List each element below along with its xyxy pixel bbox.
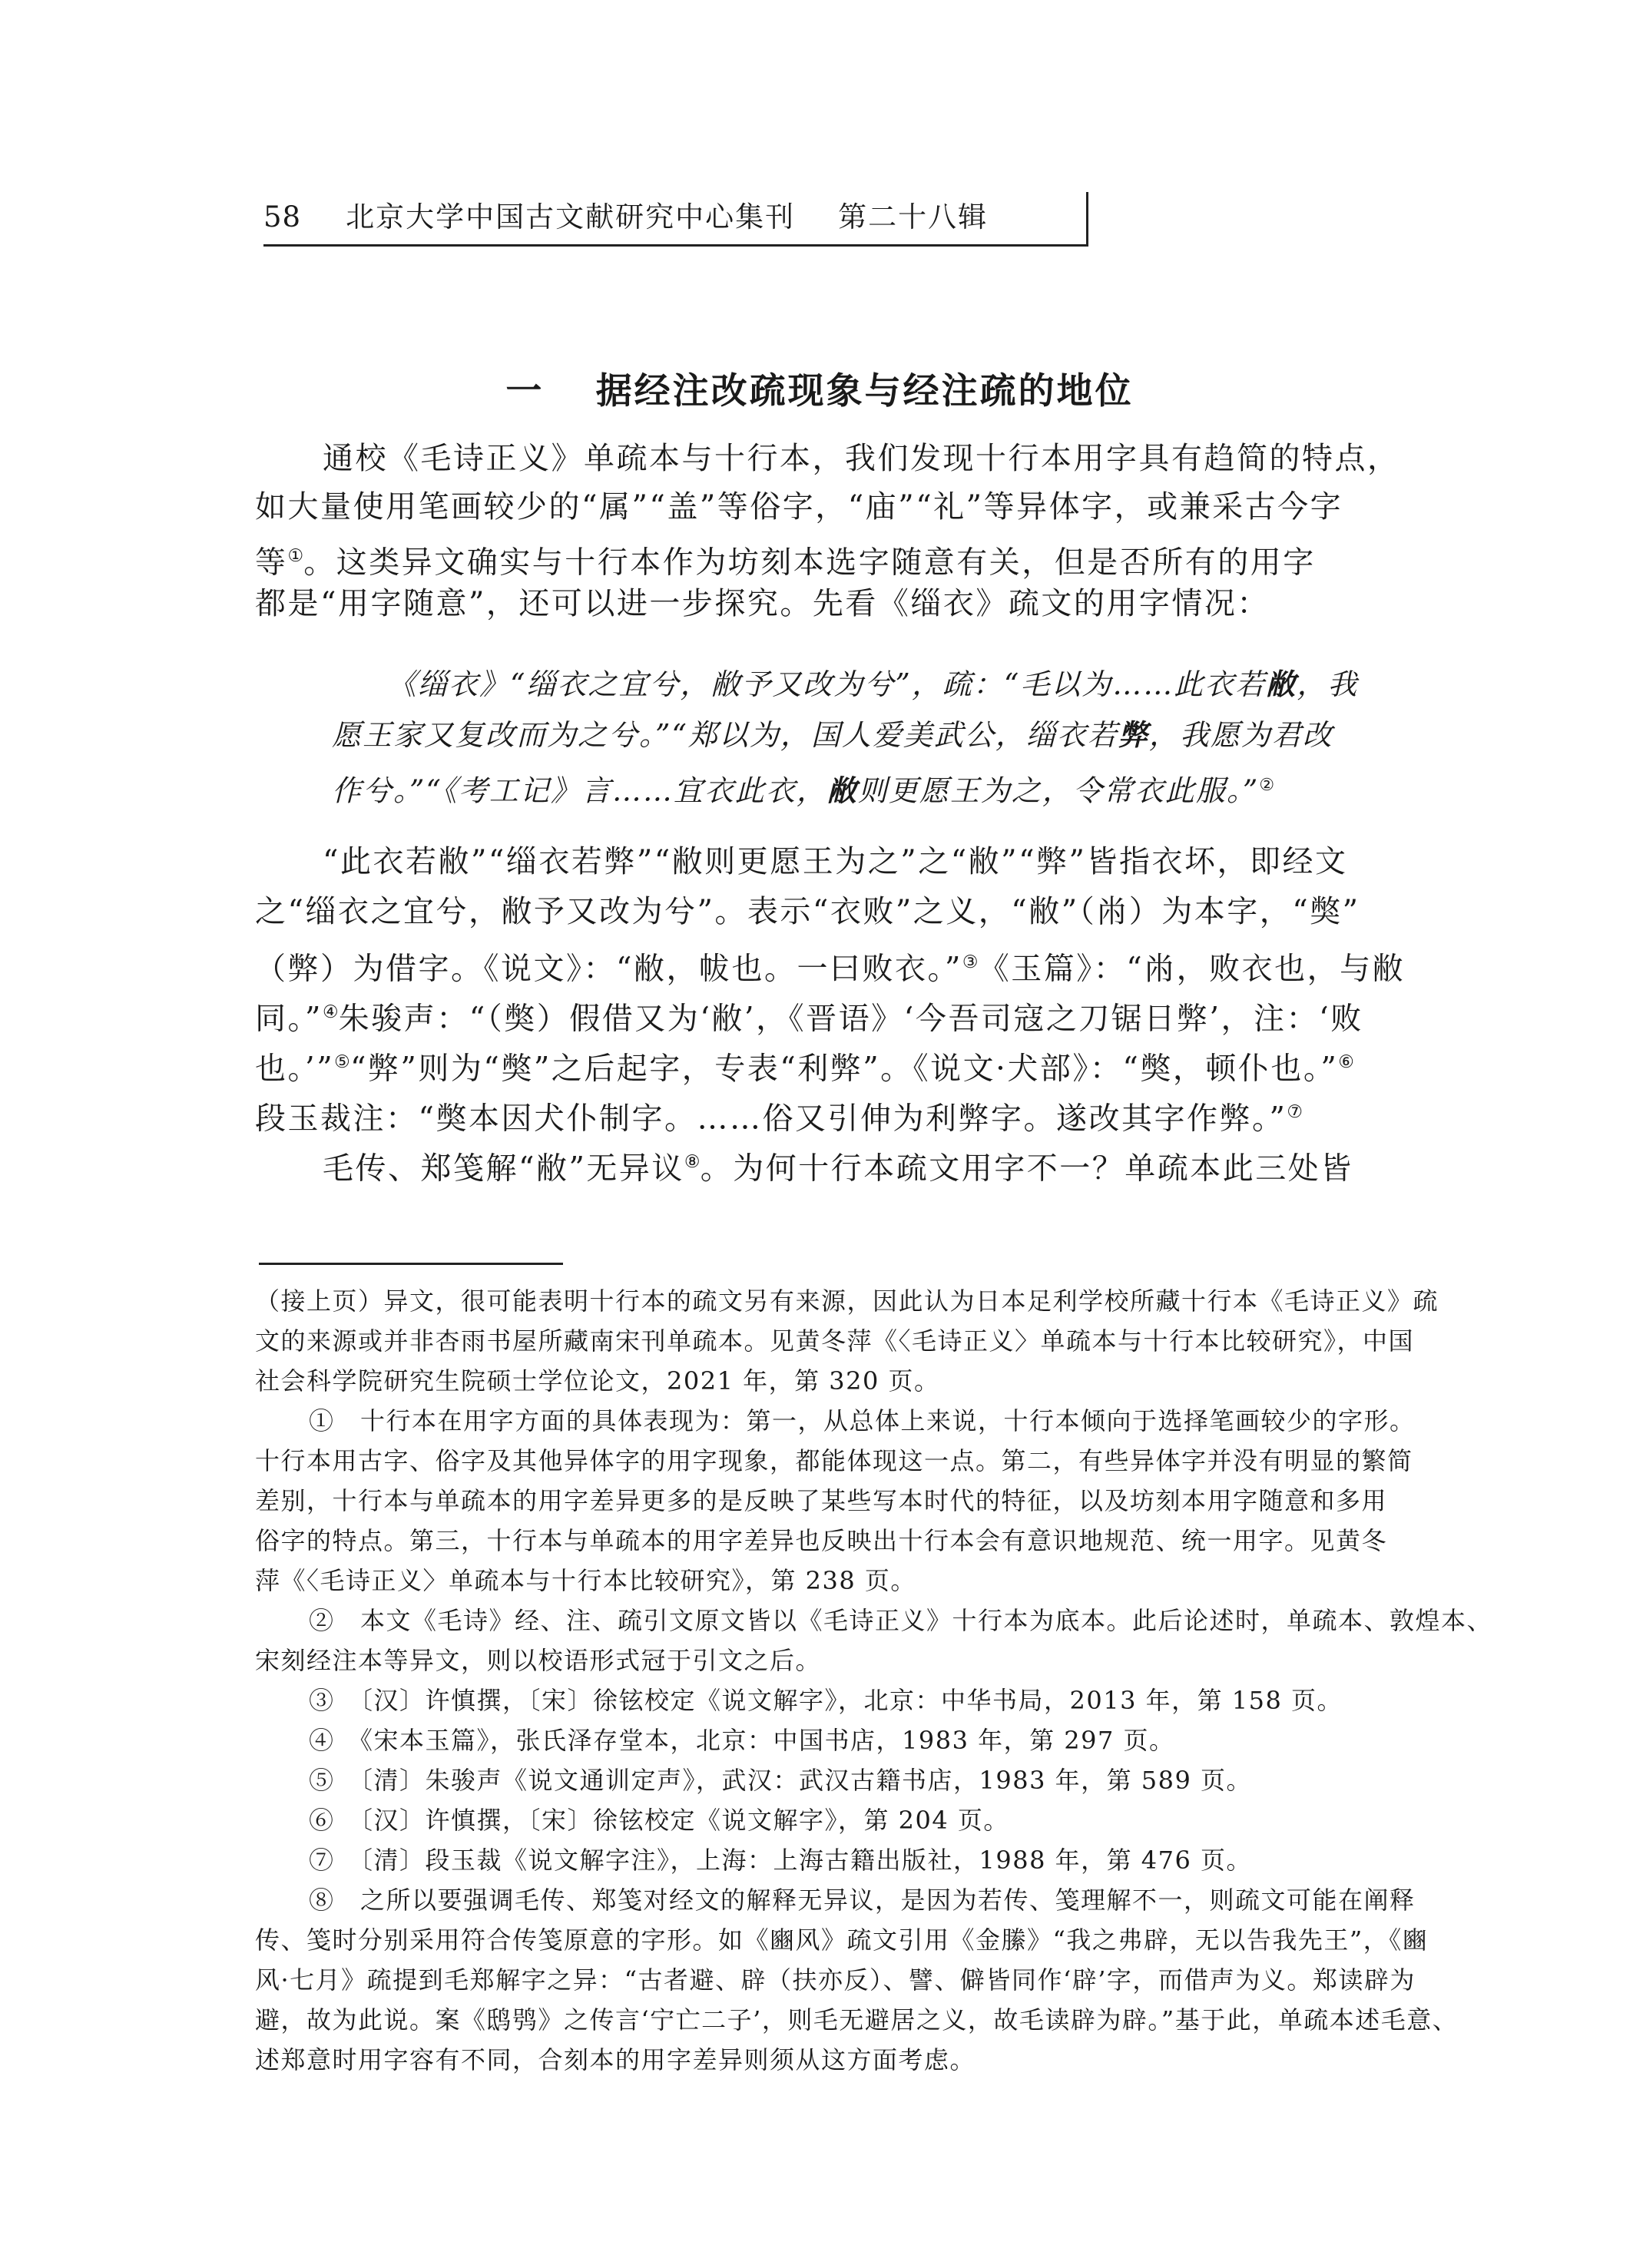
footnote-marker: ⑥ — [1338, 1051, 1355, 1072]
footnote-line: ⑤ 〔清〕朱骏声《说文通训定声》，武汉：武汉古籍书店，1983 年，第 589 页。 — [309, 1766, 1253, 1795]
footnote-line: 差别，十行本与单疏本的用字差异更多的是反映了某些写本时代的特征，以及坊刻本用字随意和多用 — [255, 1486, 1388, 1515]
footnote-line: 宋刻经注本等异文，则以校语形式冠于引文之后。 — [255, 1646, 822, 1675]
text-line — [255, 1137, 1407, 1187]
header-rule — [263, 244, 1088, 247]
body-text — [255, 435, 1407, 1187]
footnote-line: 十行本用古字、俗字及其他异体字的用字现象，都能体现这一点。第二，有些异体字并没有明显的繁简 — [255, 1446, 1413, 1475]
quote-line — [332, 659, 1407, 710]
footnote-line: 萍《〈毛诗正义〉单疏本与十行本比较研究》，第 238 页。 — [255, 1566, 916, 1595]
text-line — [255, 483, 1407, 531]
footnote-line: ⑥ 〔汉〕许慎撰，〔宋〕徐铉校定《说文解字》，第 204 页。 — [309, 1806, 1009, 1835]
footnote-marker: ② — [1259, 776, 1275, 795]
text-segment: 敝 — [826, 773, 858, 808]
footnote-marker: ③ — [962, 952, 979, 972]
footnote-line: 述郑意时用字容有不同，合刻本的用字差异则须从这方面考虑。 — [255, 2045, 976, 2074]
text-segment: 通校《毛诗正义》单疏本与十行本，我们发现十行本用字具有趋简的特点， — [323, 441, 1400, 476]
text-segment: 之“缁衣之宜兮，敝予又改为兮”。表示“衣败”之义，“敝”（㡀）为本字，“獘” — [255, 894, 1360, 929]
footnotes — [255, 1281, 1493, 2080]
text-segment: 朱骏声：“（獘）假借又为‘敝’，《晋语》‘今吾司寇之刀锯日弊’，注：‘败 — [338, 1001, 1363, 1037]
journal-issue: 第二十八辑 — [838, 200, 989, 233]
footnote-line: ① 十行本在用字方面的具体表现为：第一，从总体上来说，十行本倾向于选择笔画较少的字形。 — [309, 1406, 1416, 1435]
text-segment: 《玉篇》：“㡀，败衣也，与敝 — [978, 951, 1406, 987]
footnote-line: ③ 〔汉〕许慎撰，〔宋〕徐铉校定《说文解字》，北京：中华书局，2013 年，第 158 页。 — [309, 1686, 1343, 1715]
section-number: 一 — [505, 370, 545, 413]
text-segment: 《缁衣》“缁衣之宜兮，敝予又改为兮”，疏：“毛以为……此衣若 — [387, 667, 1267, 701]
footnote-separator — [259, 1263, 563, 1265]
footnote-marker: ⑤ — [334, 1051, 350, 1072]
text-segment: ，我愿为君改 — [1148, 718, 1333, 752]
block-quote — [255, 659, 1407, 811]
text-line — [255, 1037, 1407, 1087]
text-segment: “弊”则为“獘”之后起字，专表“利弊”。《说文·犬部》：“獘，顿仆也。” — [349, 1051, 1339, 1087]
text-segment: 愿王家又复改而为之兮。”“郑以为，国人爱美武公，缁衣若 — [332, 718, 1118, 752]
text-segment: 毛传、郑笺解“敝”无异议 — [323, 1151, 684, 1187]
text-segment: 作兮。”“《考工记》言……宜衣此衣， — [332, 773, 827, 808]
footnote-line: 文的来源或并非杏雨书屋所藏南宋刊单疏本。见黄冬萍《〈毛诗正义〉单疏本与十行本比较研究》，中国 — [255, 1326, 1415, 1356]
footnote-line: ④ 《宋本玉篇》，张氏泽存堂本，北京：中国书店，1983 年，第 297 页。 — [309, 1726, 1175, 1755]
running-head — [263, 194, 988, 235]
text-segment: 段玉裁注：“獘本因犬仆制字。……俗又引伸为利弊字。遂改其字作弊。” — [255, 1101, 1287, 1137]
header-vertical-bar — [1086, 192, 1088, 247]
text-line — [255, 1087, 1407, 1137]
text-segment: 则更愿王为之，令常衣此服。” — [857, 773, 1260, 808]
footnote-line: 传、笺时分别采用符合传笺原意的字形。如《豳风》疏文引用《金縢》“我之弗辟，无以告我先王”，《豳 — [255, 1925, 1429, 1955]
footnote-line: ⑦ 〔清〕段玉裁《说文解字注》，上海：上海古籍出版社，1988 年，第 476 页。 — [309, 1846, 1253, 1875]
text-segment: 同。” — [255, 1001, 323, 1037]
text-segment: ，我 — [1297, 667, 1359, 701]
paragraph-1 — [255, 435, 1407, 628]
text-segment: 。这类异文确实与十行本作为坊刻本选字随意有关，但是否所有的用字 — [303, 545, 1316, 581]
footnote-marker: ⑧ — [684, 1151, 701, 1172]
section-title: 据经注改疏现象与经注疏的地位 — [595, 370, 1134, 413]
text-line — [255, 987, 1407, 1037]
paragraph-3 — [255, 1137, 1407, 1187]
text-line — [255, 937, 1407, 987]
footnote-marker: ① — [287, 545, 304, 566]
text-segment: 如大量使用笔画较少的“属”“盖”等俗字，“庙”“礼”等异体字，或兼采古今字 — [255, 489, 1343, 525]
text-segment: 都是“用字随意”，还可以进一步探究。先看《缁衣》疏文的用字情况： — [255, 586, 1270, 621]
text-line — [255, 531, 1407, 580]
text-line — [255, 887, 1407, 937]
text-segment: 。为何十行本疏文用字不一？单疏本此三处皆 — [700, 1151, 1353, 1187]
footnote-line: ② 本文《毛诗》经、注、疏引文原文皆以《毛诗正义》十行本为底本。此后论述时，单疏本、敦煌本、 — [309, 1606, 1493, 1635]
quote-line — [332, 760, 1407, 811]
footnote-marker: ⑦ — [1287, 1101, 1303, 1122]
footnote-line: （接上页）异文，很可能表明十行本的疏文另有来源，因此认为日本足利学校所藏十行本《毛诗正义》疏 — [255, 1286, 1439, 1316]
page-number: 58 — [263, 200, 302, 233]
footnote-line: 风·七月》疏提到毛郑解字之异：“古者避、辟（扶亦反）、譬、僻皆同作‘辟’字，而借声为义。郑读辟为 — [255, 1965, 1416, 1995]
text-line — [255, 580, 1407, 628]
text-segment: 也。’” — [255, 1051, 335, 1087]
paragraph-2 — [255, 837, 1407, 1137]
text-line — [255, 837, 1407, 887]
journal-title: 北京大学中国古文献研究中心集刊 — [346, 200, 796, 233]
text-segment: （弊）为借字。《说文》：“敝，帗也。一曰败衣。” — [255, 951, 962, 987]
footnote-line: ⑧ 之所以要强调毛传、郑笺对经文的解释无异议，是因为若传、笺理解不一，则疏文可能在阐释 — [309, 1886, 1416, 1915]
text-segment: 敝 — [1266, 667, 1297, 701]
text-segment: “此衣若敝”“缁衣若弊”“敝则更愿王为之”之“敝”“弊”皆指衣坏，即经文 — [323, 844, 1348, 879]
footnote-line: 避，故为此说。案《鸱鸮》之传言‘宁亡二子’，则毛无避居之义，故毛读辟为辟。”基于此，单疏本述毛意、 — [255, 2005, 1459, 2035]
section-heading — [255, 363, 1384, 414]
footnote-marker: ④ — [322, 1002, 339, 1022]
text-line — [255, 435, 1407, 483]
text-segment: 等 — [255, 545, 288, 581]
footnote-line: 俗字的特点。第三，十行本与单疏本的用字差异也反映出十行本会有意识地规范、统一用字。见黄冬 — [255, 1526, 1388, 1555]
text-segment: 弊 — [1118, 717, 1149, 752]
footnote-line: 社会科学院研究生院硕士学位论文，2021 年，第 320 页。 — [255, 1366, 940, 1396]
quote-line — [332, 710, 1407, 760]
